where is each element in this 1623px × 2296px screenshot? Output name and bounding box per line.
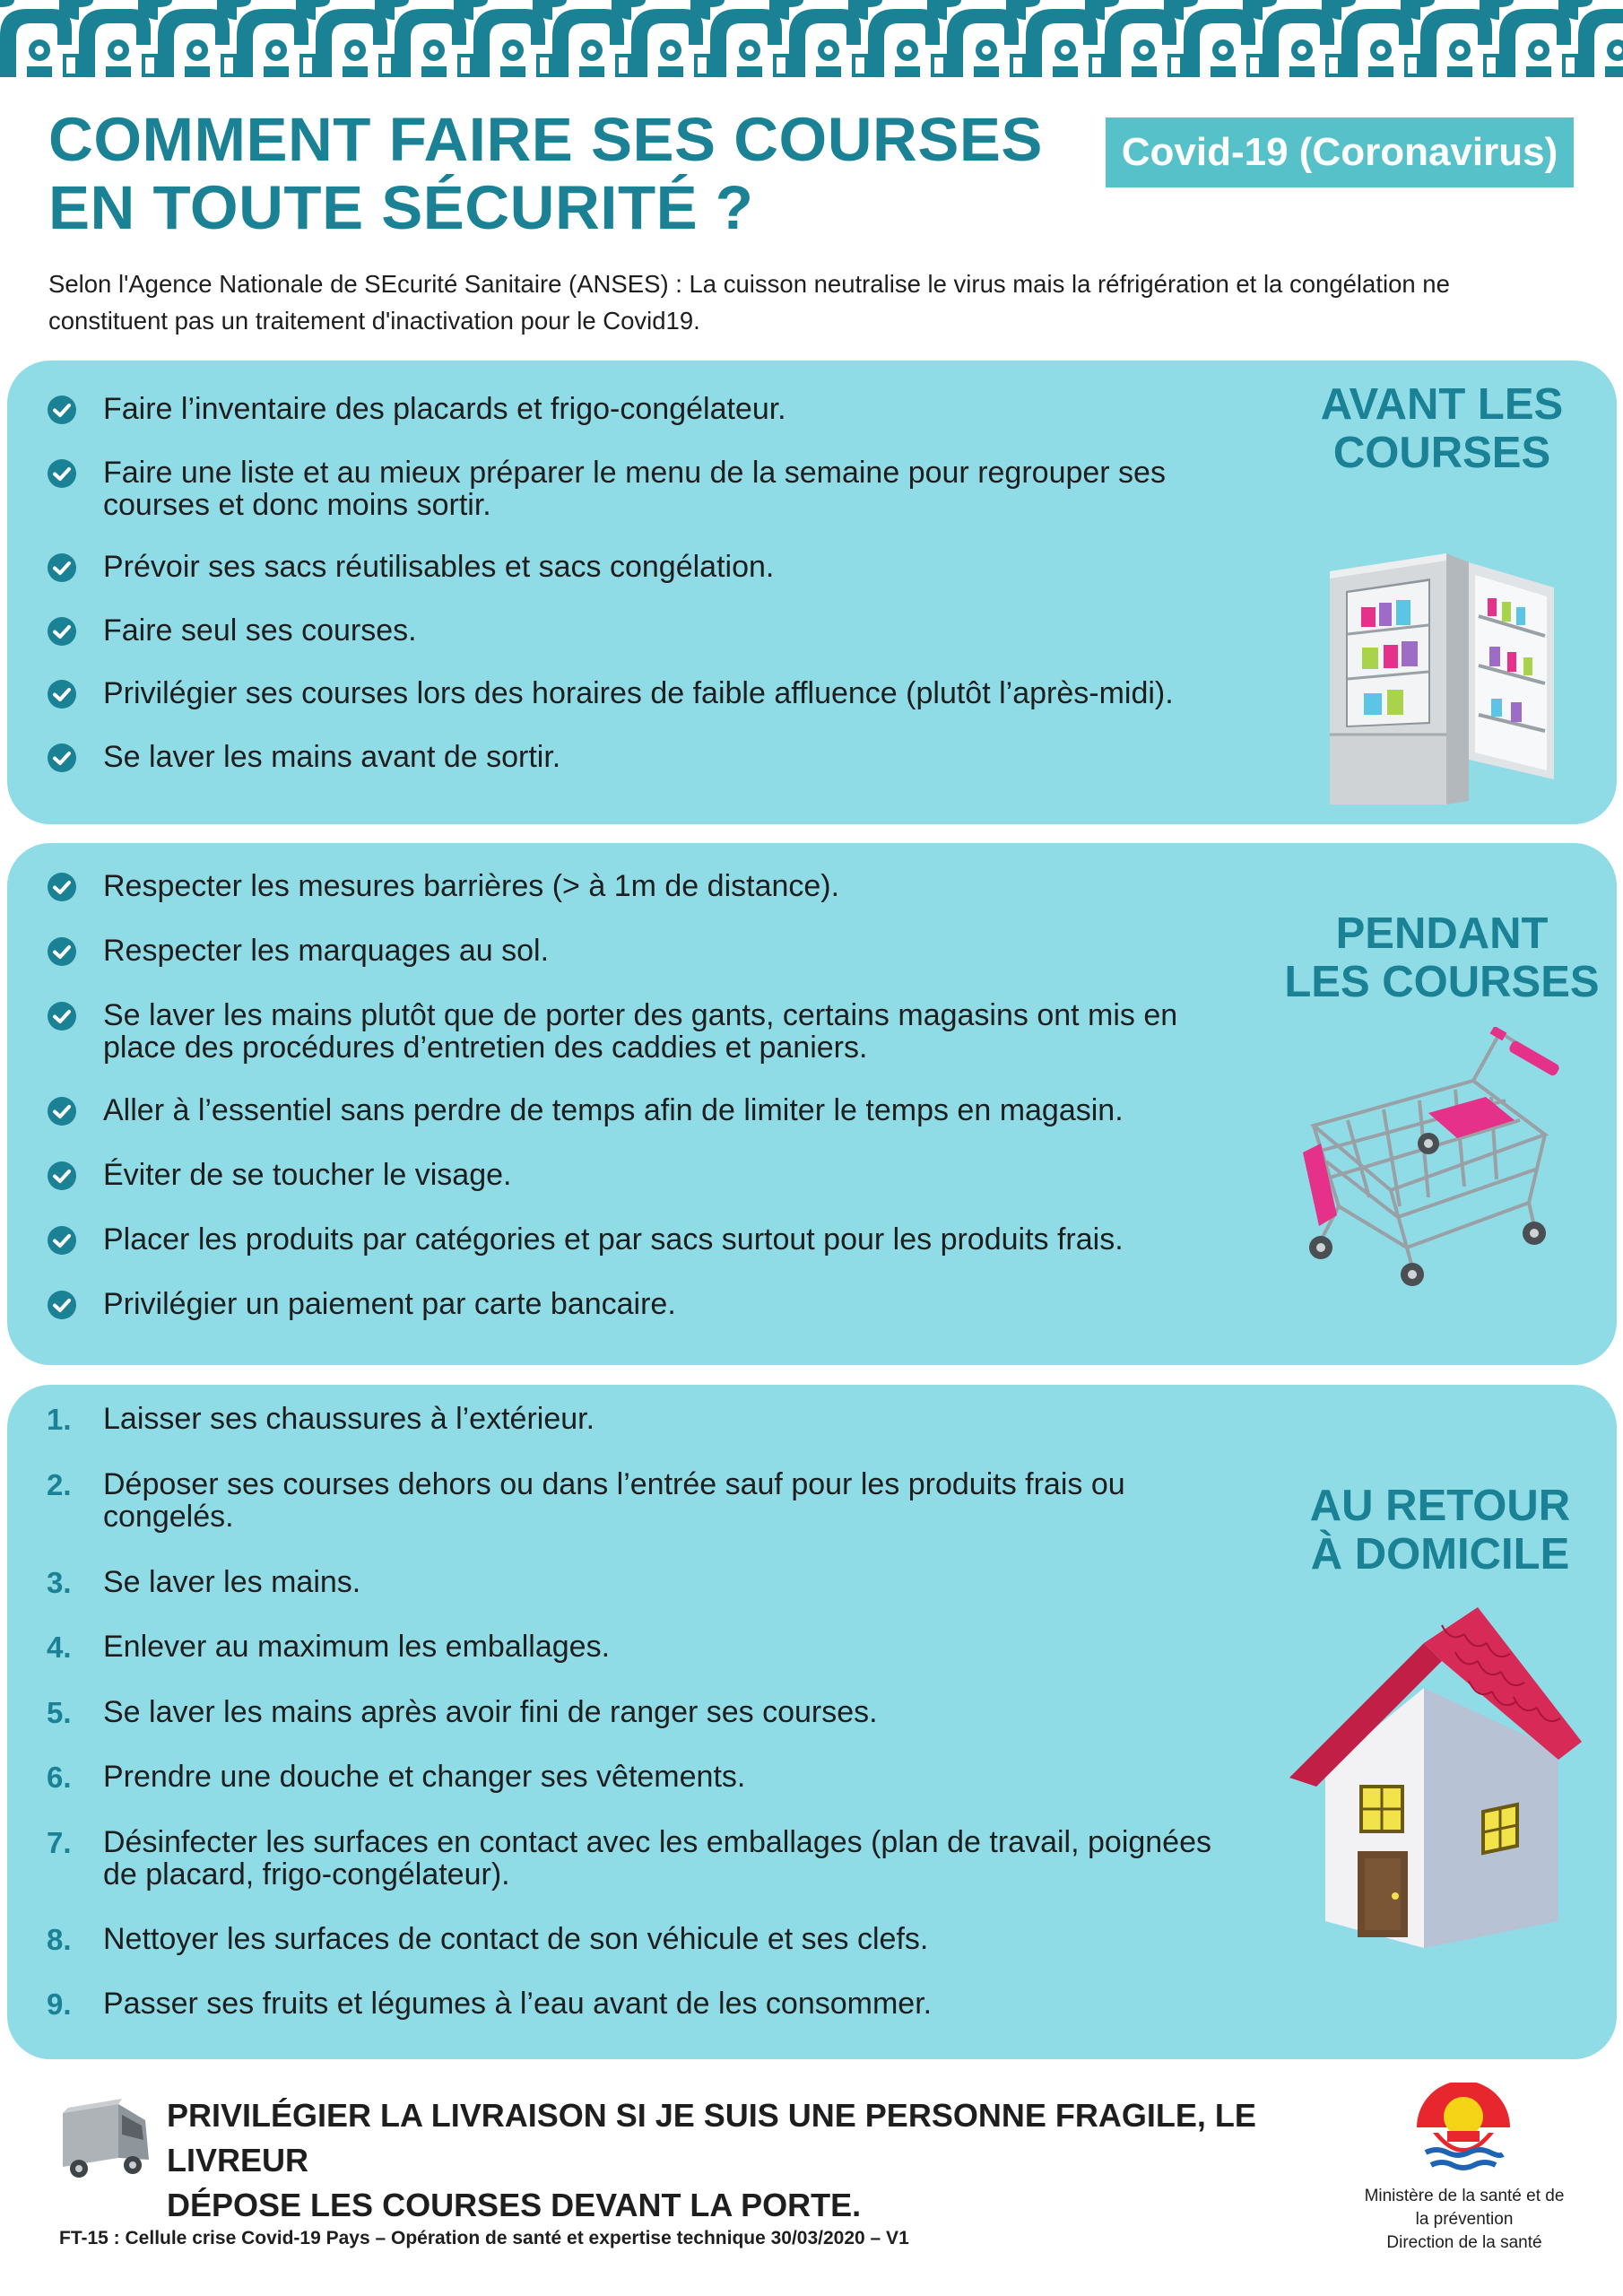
list-item-number: 2. <box>47 1468 72 1501</box>
french-polynesia-emblem-logo <box>1410 2083 1517 2181</box>
check-circle-icon <box>47 1290 77 1320</box>
list-item-text: Se laver les mains. <box>103 1565 361 1599</box>
list-item-text: Éviter de se toucher le visage. <box>103 1158 512 1192</box>
house-icon <box>1289 1607 1585 1948</box>
ministry-credit <box>1325 2185 1603 2255</box>
section-title-line-1: PENDANT <box>1335 909 1549 958</box>
list-item-text: Faire une liste et au mieux préparer le menu de la semaine pour regrouper ses courses et donc moins sortir. <box>103 456 1166 522</box>
list-item-number: 4. <box>47 1631 72 1664</box>
check-circle-icon <box>47 616 77 647</box>
list-item-text: Respecter les mesures barrières (> à 1m de distance). <box>103 869 840 903</box>
section-au-retour-a-domicile <box>7 1385 1617 2059</box>
section-title-line-1: AVANT LES <box>1320 380 1564 429</box>
check-circle-icon <box>47 743 77 773</box>
page-title <box>48 106 1080 242</box>
delivery-notice <box>167 2093 1359 2228</box>
section-title-line-2: COURSES <box>1332 429 1551 477</box>
ministry-line-2: la prévention <box>1415 2210 1514 2229</box>
list-item-text: Passer ses fruits et légumes à l’eau avant de les consommer. <box>103 1987 933 2021</box>
shopping-cart-icon <box>1294 1027 1572 1287</box>
intro-text: Selon l'Agence Nationale de SEcurité Sanitaire (ANSES) : La cuisson neutralise le virus mais la réfrigération et la congélation ne constituent pas un traitement d'inactivation pour le Covid19. <box>48 270 1450 335</box>
list-item-text: Faire seul ses courses. <box>103 613 417 648</box>
check-circle-icon <box>47 552 77 583</box>
list-item-number: 1. <box>47 1403 72 1436</box>
list-item-text: Laisser ses chaussures à l’extérieur. <box>103 1402 595 1436</box>
list-item-text: Faire l’inventaire des placards et frigo-congélateur. <box>103 392 786 426</box>
list-item-text: Prendre une douche et changer ses vêtements. <box>103 1760 746 1794</box>
check-circle-icon <box>47 872 77 902</box>
check-circle-icon <box>47 679 77 709</box>
list-item-text: Déposer ses courses dehors ou dans l’entrée sauf pour les produits frais ou congelés. <box>103 1467 1125 1534</box>
delivery-notice-line-2: DÉPOSE LES COURSES DEVANT LA PORTE. <box>167 2187 862 2223</box>
list-item-text: Désinfecter les surfaces en contact avec les emballages (plan de travail, poignées de placard, frigo-congélateur). <box>103 1825 1212 1892</box>
check-circle-icon <box>47 458 77 489</box>
check-circle-icon <box>47 395 77 425</box>
page-title-line-1: COMMENT FAIRE SES COURSES <box>48 105 1043 174</box>
section-title <box>1280 909 1603 1006</box>
delivery-van-icon <box>56 2095 154 2185</box>
ministry-line-3: Direction de la santé <box>1386 2233 1542 2252</box>
list-item-text: Nettoyer les surfaces de contact de son véhicule et ses clefs. <box>103 1922 929 1956</box>
section-title <box>1279 1482 1601 1578</box>
list-item-text: Se laver les mains après avoir fini de ranger ses courses. <box>103 1695 878 1729</box>
covid-badge: Covid-19 (Coronavirus) <box>1106 117 1574 187</box>
list-item-text: Respecter les marquages au sol. <box>103 934 550 968</box>
list-item-number: 6. <box>47 1761 72 1794</box>
document-reference: FT-15 : Cellule crise Covid-19 Pays – Opération de santé et expertise technique 30/03/2020 – V1 <box>59 2228 909 2248</box>
list-item-text: Privilégier ses courses lors des horaires de faible affluence (plutôt l’après-midi). <box>103 676 1174 710</box>
check-circle-icon <box>47 1161 77 1191</box>
check-circle-icon <box>47 936 77 967</box>
list-item-number: 7. <box>47 1826 72 1859</box>
delivery-notice-line-1: PRIVILÉGIER LA LIVRAISON SI JE SUIS UNE PERSONNE FRAGILE, LE LIVREUR <box>167 2097 1256 2179</box>
list-item-text: Aller à l’essentiel sans perdre de temps afin de limiter le temps en magasin. <box>103 1093 1124 1127</box>
list-item-text: Prévoir ses sacs réutilisables et sacs congélation. <box>103 550 775 584</box>
section-title <box>1280 380 1603 477</box>
check-circle-icon <box>47 1096 77 1126</box>
list-item-text: Placer les produits par catégories et par sacs surtout pour les produits frais. <box>103 1222 1124 1257</box>
list-item-number: 8. <box>47 1923 72 1956</box>
list-item-text: Se laver les mains plutôt que de porter des gants, certains magasins ont mis en place des procédures d’entretien des caddies et paniers. <box>103 998 1178 1065</box>
list-item-text: Privilégier un paiement par carte bancaire. <box>103 1287 676 1321</box>
section-avant-les-courses <box>7 361 1617 824</box>
list-item-text: Enlever au maximum les emballages. <box>103 1630 611 1664</box>
list-item-number: 3. <box>47 1566 72 1599</box>
ministry-line-1: Ministère de la santé et de <box>1364 2187 1565 2205</box>
page-title-line-2: EN TOUTE SÉCURITÉ ? <box>48 173 754 242</box>
section-title-line-1: AU RETOUR <box>1309 1482 1571 1530</box>
list-item-number: 5. <box>47 1696 72 1729</box>
check-circle-icon <box>47 1225 77 1256</box>
list-item-text: Se laver les mains avant de sortir. <box>103 740 561 774</box>
decorative-pattern-banner <box>0 0 1623 77</box>
list-item-number: 9. <box>47 1987 72 2021</box>
section-pendant-les-courses <box>7 843 1617 1365</box>
check-circle-icon <box>47 1001 77 1031</box>
section-title-line-2: LES COURSES <box>1284 958 1600 1006</box>
refrigerator-icon <box>1312 535 1572 804</box>
section-title-line-2: À DOMICILE <box>1310 1530 1570 1578</box>
